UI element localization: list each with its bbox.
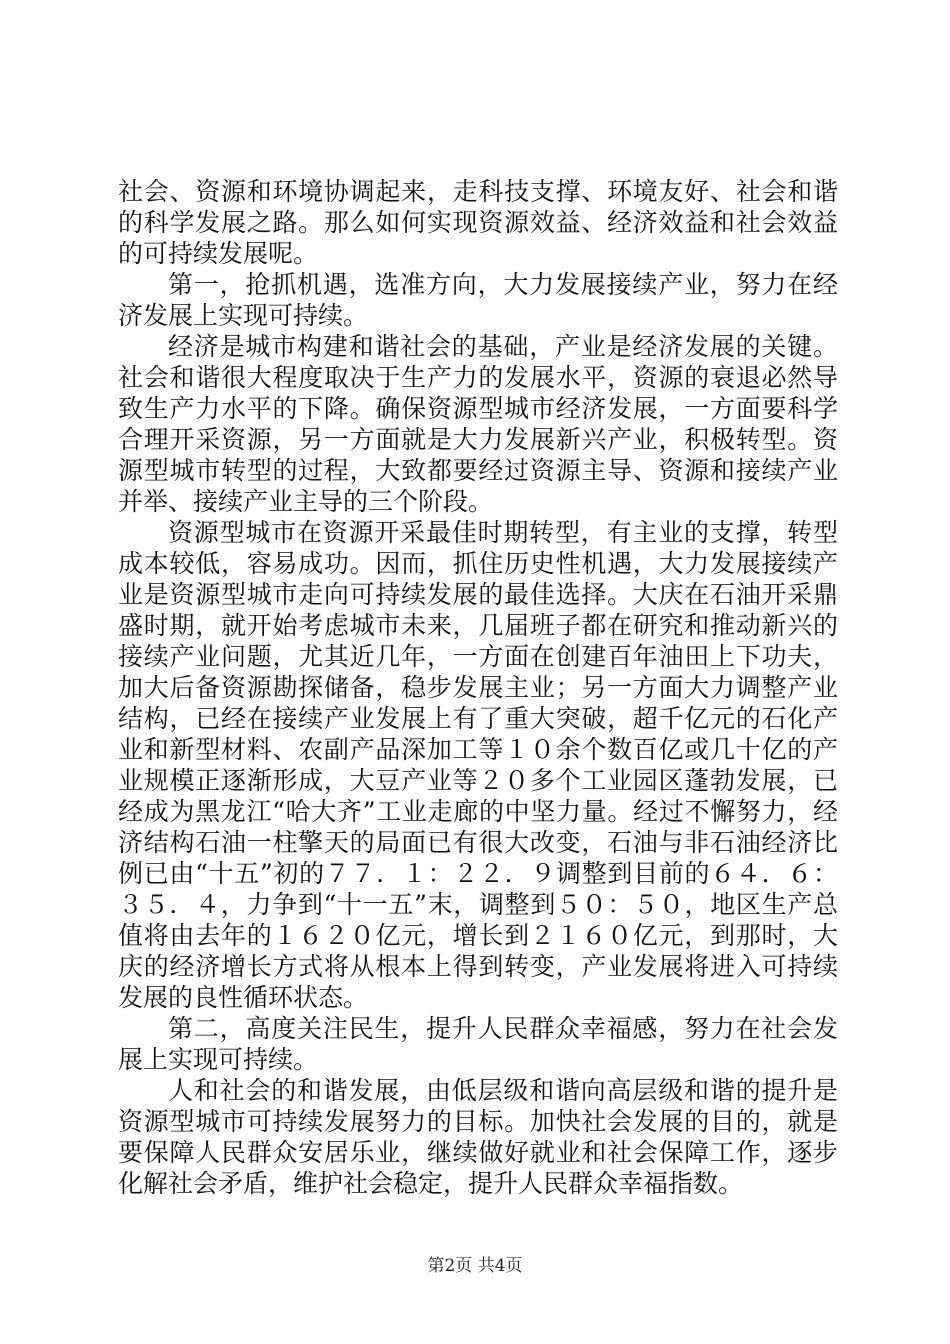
page-number-footer: 第2页 共4页 — [427, 1256, 523, 1276]
paragraph-transition: 资源型城市在资源开采最佳时期转型，有主业的支撑，转型成本较低，容易成功。因而，抓住历史性机遇，大力发展接续产业是资源型城市走向可持续发展的最佳选择。大庆在石油开采鼎盛时期，就开始考虑城市未来，几届班子都在研究和推动新兴的接续产业问题，尤其近几年，一方面在创建百年油田上下功夫，加大后备资源勘探储备，稳步发展主业；另一方面大力调整产业结构，已经在接续产业发展上有了重大突破，超千亿元的石化产业和新型材料、农副产品深加工等１０余个数百亿或几十亿的产业规模正逐渐形成，大豆产业等２０多个工业园区蓬勃发展，已经成为黑龙江“哈大齐”工业走廊的中坚力量。经过不懈努力，经济结构石油一柱擎天的局面已有很大改变，石油与非石油经济比例已由“十五”初的７７．１：２２．９调整到目前的６４．６：３５．４，力争到“十一五”末，调整到５０：５０，地区生产总值将由去年的１６２０亿元，增长到２１６０亿元，到那时，大庆的经济增长方式将从根本上得到转变，产业发展将进入可持续发展的良性循环状态。 — [118, 518, 838, 1012]
document-body — [118, 176, 838, 1199]
paragraph-heading-second: 第二，高度关注民生，提升人民群众幸福感，努力在社会发展上实现可持续。 — [118, 1014, 838, 1074]
paragraph-economy: 经济是城市构建和谐社会的基础，产业是经济发展的关键。社会和谐很大程度取决于生产力的发展水平，资源的衰退必然导致生产力水平的下降。确保资源型城市经济发展，一方面要科学合理开采资源，另一方面就是大力发展新兴产业，积极转型。资源型城市转型的过程，大致都要经过资源主导、资源和接续产业并举、接续产业主导的三个阶段。 — [118, 332, 838, 516]
paragraph-social: 人和社会的和谐发展，由低层级和谐向高层级和谐的提升是资源型城市可持续发展努力的目标。加快社会发展的目的，就是要保障人民群众安居乐业，继续做好就业和社会保障工作，逐步化解社会矛盾，维护社会稳定，提升人民群众幸福指数。 — [118, 1076, 838, 1198]
paragraph-continuation: 社会、资源和环境协调起来，走科技支撑、环境友好、社会和谐的科学发展之路。那么如何实现资源效益、经济效益和社会效益的可持续发展呢。 — [118, 177, 838, 268]
paragraph-heading-first: 第一，抢抓机遇，选准方向，大力发展接续产业，努力在经济发展上实现可持续。 — [118, 270, 838, 330]
